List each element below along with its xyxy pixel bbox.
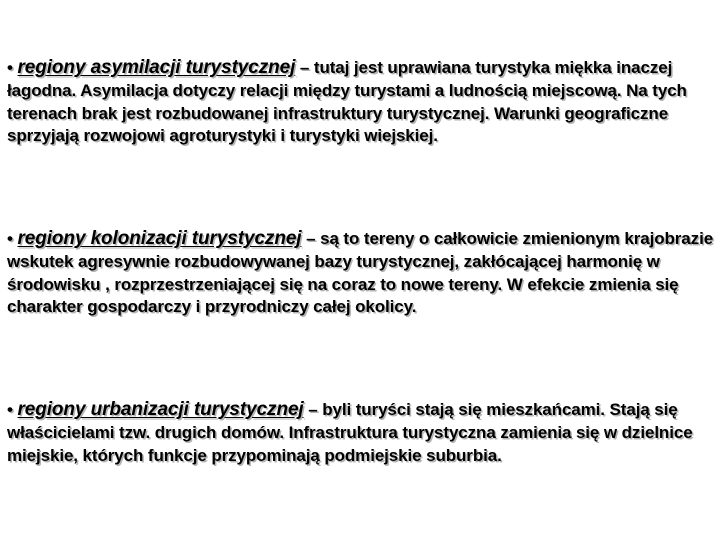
bullet-point: • [7, 400, 13, 419]
term-urbanization-regions: regiony urbanizacji turystycznej [17, 399, 304, 420]
paragraph-text: – tutaj jest uprawiana turystyka miękka inaczej łagodna. Asymilacja dotyczy relacji między turystami a ludnością miejscową. Na tych terenach brak jest rozbudowanej infrastruktury turystycznej. Warunki geograficzne sprzyjają rozwojowi agroturystyki i turystyki wiejskiej. [7, 58, 687, 146]
paragraph-text: – są to tereny o całkowicie zmienionym krajobrazie wskutek agresywnie rozbudowywanej bazy turystycznej, zakłócającej harmonię w środowisku , rozprzestrzeniającej się na coraz to nowe tereny. W efekcie zmienia się charakter gospodarczy i przyrodniczy całej okolicy. [7, 229, 714, 317]
bullet-point: • [7, 229, 13, 248]
paragraph-assimilation [7, 57, 715, 148]
paragraph-text: – byli turyści stają się mieszkańcami. Stają się właścicielami tzw. drugich domów. Infrastruktura turystyczna zamienia się w dzielnice miejskie, których funkcje przypominają podmiejskie suburbia. [7, 400, 693, 465]
paragraph-urbanization [7, 399, 715, 467]
term-colonization-regions: regiony kolonizacji turystycznej [17, 228, 302, 249]
paragraph-colonization [7, 228, 715, 319]
term-assimilation-regions: regiony asymilacji turystycznej [17, 57, 296, 78]
bullet-point: • [7, 58, 13, 77]
